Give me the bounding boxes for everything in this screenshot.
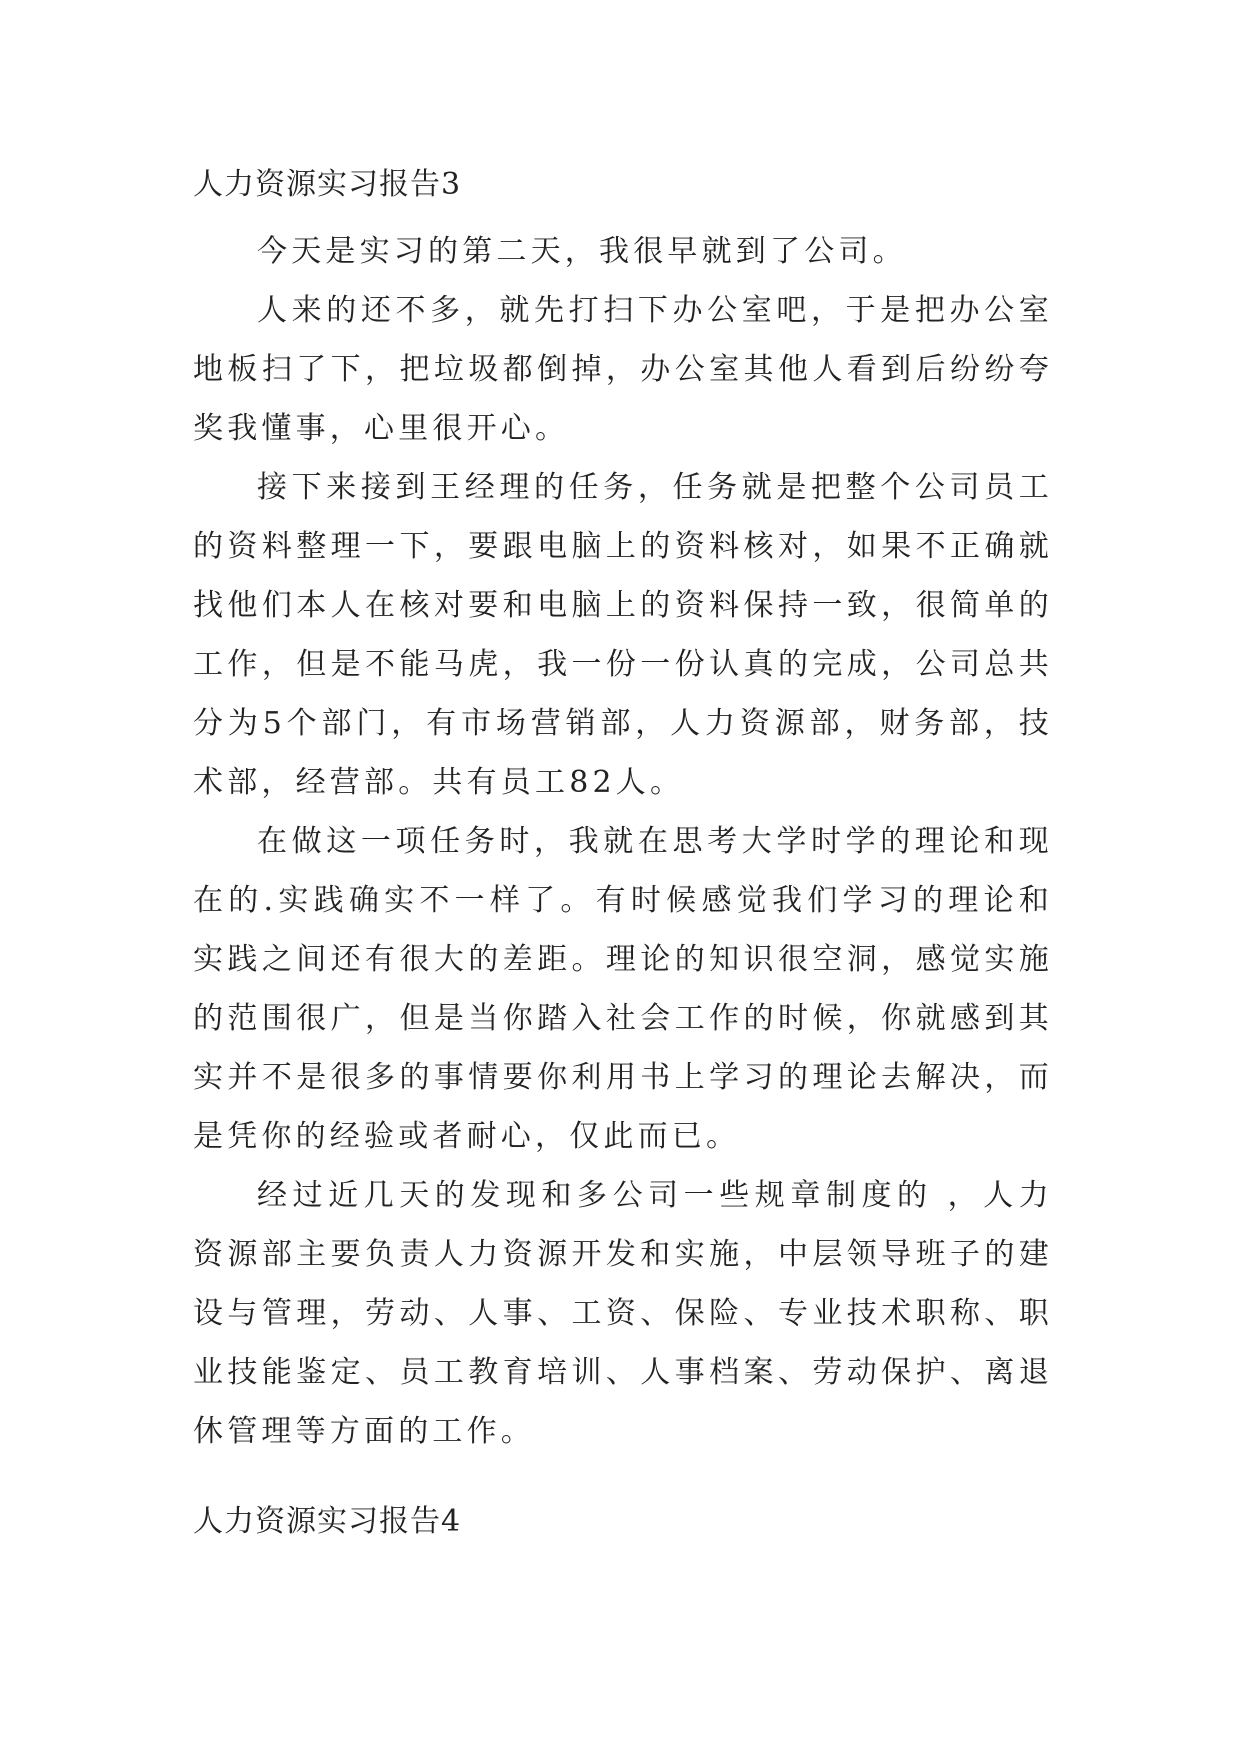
paragraph-4: 在做这一项任务时，我就在思考大学时学的理论和现在的.实践确实不一样了。有时候感觉我们学习的理论和实践之间还有很大的差距。理论的知识很空洞，感觉实施的范围很广，但是当你踏入社会工作的时候，你就感到其实并不是很多的事情要你利用书上学习的理论去解决，而是凭你的经验或者耐心，仅此而已。 bbox=[193, 824, 1053, 1154]
section-heading-4: 人力资源实习报告4 bbox=[193, 1504, 462, 1539]
paragraph-5: 经过近几天的发现和多公司一些规章制度的 ，人力资源部主要负责人力资源开发和实施，中层领导班子的建设与管理，劳动、人事、工资、保险、专业技术职称、职业技能鉴定、员工教育培训、人事档案、劳动保护、离退休管理等方面的工作。 bbox=[193, 1178, 1053, 1449]
paragraph-2: 人来的还不多，就先打扫下办公室吧，于是把办公室地板扫了下，把垃圾都倒掉，办公室其他人看到后纷纷夸奖我懂事，心里很开心。 bbox=[193, 293, 1053, 446]
section-body bbox=[193, 222, 1053, 1461]
section-heading-3: 人力资源实习报告3 bbox=[193, 167, 462, 202]
paragraph-3: 接下来接到王经理的任务，任务就是把整个公司员工的资料整理一下，要跟电脑上的资料核对，如果不正确就找他们本人在核对要和电脑上的资料保持一致，很简单的工作，但是不能马虎，我一份一份认真的完成，公司总共分为5个部门，有市场营销部，人力资源部，财务部，技术部，经营部。共有员工82人。 bbox=[193, 470, 1053, 800]
paragraph-1: 今天是实习的第二天，我很早就到了公司。 bbox=[257, 234, 907, 269]
